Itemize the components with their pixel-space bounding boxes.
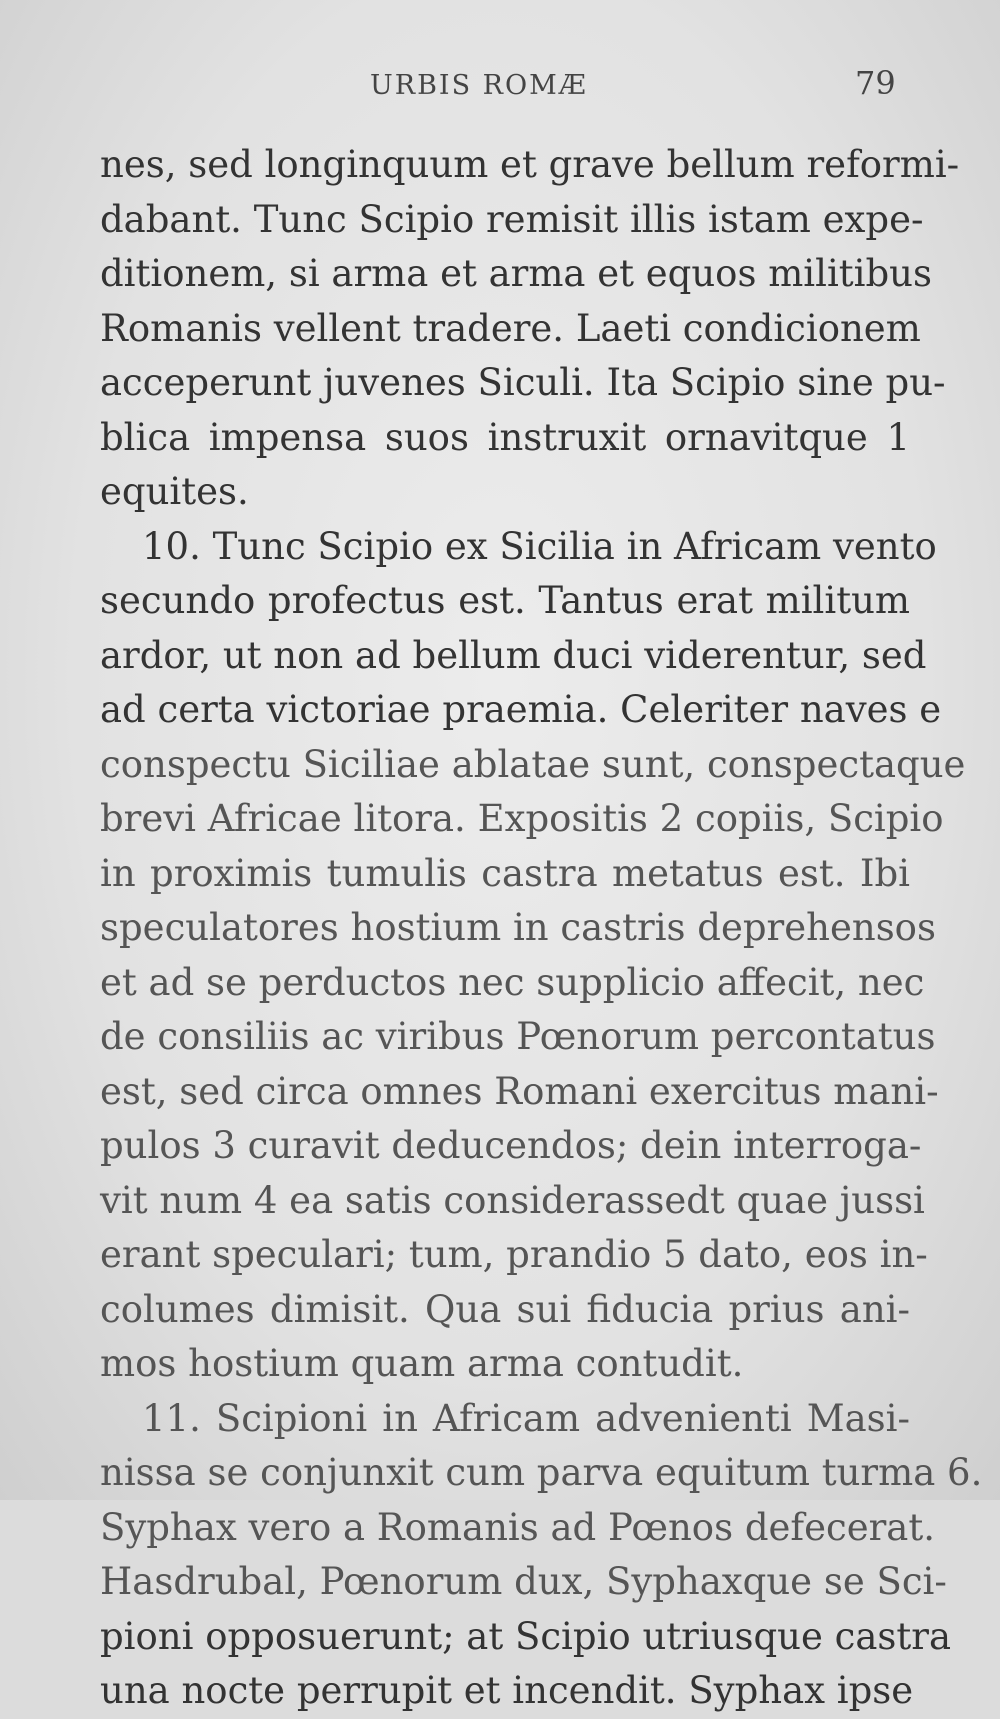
text-line: acceperunt juvenes Siculi. Ita Scipio sine pu- [100,361,946,404]
text-line: mos hostium quam arma contudit. [100,1342,744,1385]
text-line: et ad se perductos nec supplicio affecit, nec [100,960,925,1004]
text-line: pioni opposuerunt; at Scipio utriusque castra [100,1614,952,1658]
text-line: vit num 4 ea satis considerassedt quae jussi [100,1178,925,1222]
text-line: conspectu Siciliae ablatae sunt, conspectaque [100,742,966,786]
text-line: est, sed circa omnes Romani exercitus mani- [100,1069,939,1113]
text-line: una nocte perrupit et incendit. Syphax ipse [100,1669,914,1712]
text-line: Romanis vellent tradere. Laeti condicionem [100,306,921,350]
text-line: pulos 3 curavit deducendos; dein interroga- [100,1124,922,1167]
text-line: de consiliis ac viribus Pœnorum percontatus [100,1015,936,1058]
text-line: in proximis tumulis castra metatus est. Ibi [100,851,910,895]
text-line: speculatores hostium in castris deprehensos [100,906,936,949]
text-line: ditionem, si arma et arma et equos militibus [100,252,932,295]
text-line: secundo profectus est. Tantus erat militum [100,579,910,622]
body-text [100,138,983,1719]
paragraph-start-11: 11. Scipioni in Africam advenienti Masi- [142,1396,910,1440]
text-line: erant speculari; tum, prandio 5 dato, eos in- [100,1233,928,1276]
text-line: ad certa victoriae praemia. Celeriter naves e [100,688,942,731]
page-header [0,64,1000,104]
text-line: Hasdrubal, Pœnorum dux, Syphaxque se Sci- [100,1560,947,1603]
text-line: nissa se conjunxit cum parva equitum turma 6. [100,1451,983,1494]
text-line: ardor, ut non ad bellum duci viderentur, sed [100,633,927,677]
text-line: columes dimisit. Qua sui fiducia prius ani- [100,1287,910,1331]
text-line: nes, sed longinquum et grave bellum reformi- [100,143,960,186]
paragraph-start-10: 10. Tunc Scipio ex Sicilia in Africam vento [142,524,937,568]
text-line: equites. [100,470,249,513]
text-line: Syphax vero a Romanis ad Pœnos defecerat. [100,1505,935,1549]
text-line: blica impensa suos instruxit ornavitque 1 [100,415,910,459]
text-line: dabant. Tunc Scipio remisit illis istam expe- [100,197,924,241]
page-number: 79 [855,64,896,102]
running-title: URBIS ROMÆ [370,70,588,101]
text-line: brevi Africae litora. Expositis 2 copiis, Scipio [100,797,944,840]
